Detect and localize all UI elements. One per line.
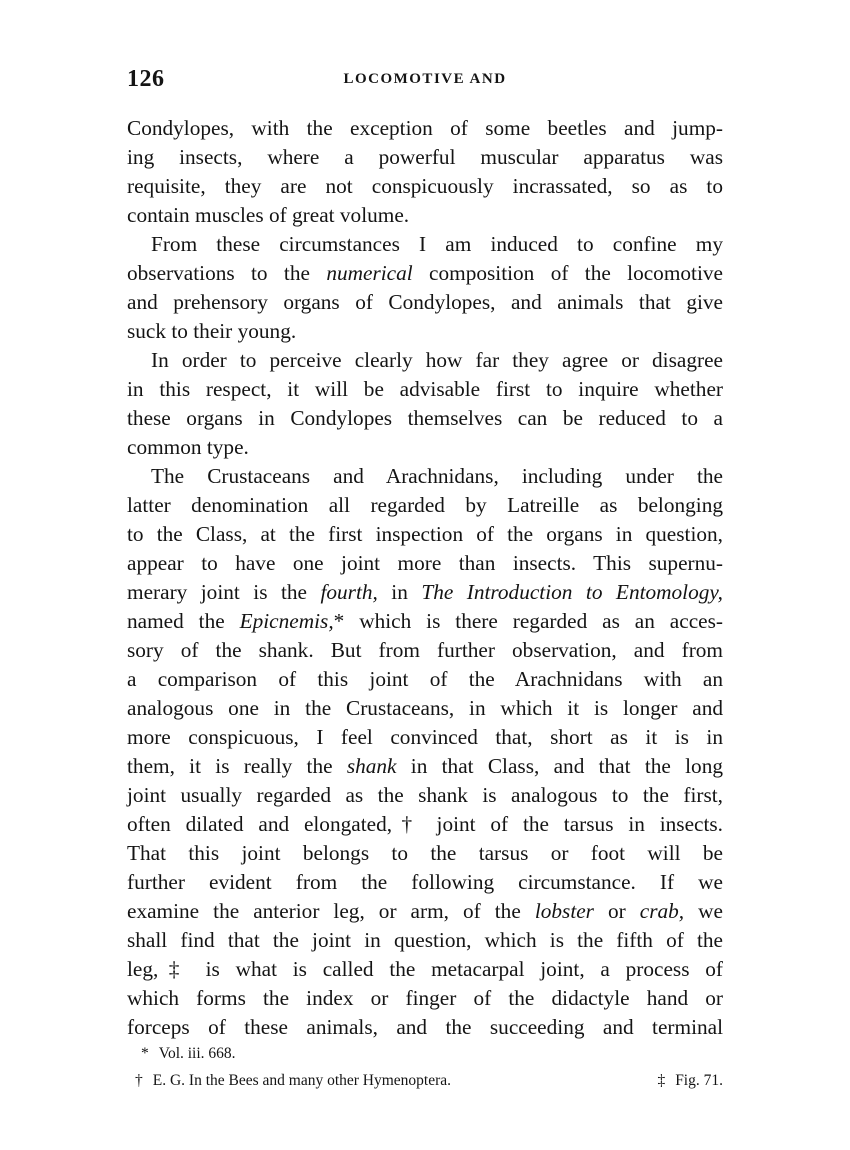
- text-line: contain muscles of great volume.: [127, 203, 410, 227]
- text-line: common type.: [127, 435, 249, 459]
- text-line: leg,‡ is what is called the metacarpal joint, a process of: [127, 957, 723, 981]
- footnotes: [127, 1040, 723, 1094]
- text-line: joint usually regarded as the shank is analogous to the first,: [127, 783, 723, 807]
- text-line: In order to perceive clearly how far they agree or disagree: [151, 348, 723, 372]
- footnote-right: [657, 1067, 723, 1094]
- text-line: a comparison of this joint of the Arachnidans with an: [127, 667, 723, 691]
- italic-term: crab,: [639, 899, 685, 923]
- footnote: [127, 1067, 723, 1094]
- text-line: them, it is really the shank in that Class, and that the long: [127, 754, 723, 778]
- text-line: The Crustaceans and Arachnidans, including under the: [151, 464, 723, 488]
- text-line: further evident from the following circumstance. If we: [127, 870, 723, 894]
- text-line: often dilated and elongated,† joint of the tarsus in insects.: [127, 812, 723, 836]
- text-line: ing insects, where a powerful muscular apparatus was: [127, 145, 723, 169]
- page-number: 126: [127, 66, 165, 92]
- text-line: Condylopes, with the exception of some beetles and jump-: [127, 116, 723, 140]
- footnote-text: E. G. In the Bees and many other Hymenoptera.: [152, 1072, 452, 1089]
- text-line: forceps of these animals, and the succeeding and terminal: [127, 1015, 723, 1039]
- text-line: sory of the shank. But from further observation, and from: [127, 638, 723, 662]
- text-line: appear to have one joint more than insects. This supernu-: [127, 551, 723, 575]
- text-line: in this respect, it will be advisable first to inquire whether: [127, 377, 723, 401]
- footnote-mark: †: [135, 1072, 143, 1089]
- italic-term: shank: [346, 754, 397, 778]
- footnote-mark: *: [141, 1045, 149, 1062]
- text-line: That this joint belongs to the tarsus or foot will be: [127, 841, 723, 865]
- text-line: observations to the numerical composition of the locomotive: [127, 261, 723, 285]
- running-head: LOCOMOTIVE AND: [343, 71, 507, 87]
- page-header: [127, 66, 723, 98]
- text-line: merary joint is the fourth, in The Introduction to Entomology,: [127, 580, 723, 604]
- text-line: shall find that the joint in question, which is the fifth of the: [127, 928, 723, 952]
- body-text: [127, 114, 723, 1042]
- italic-term: numerical: [326, 261, 413, 285]
- text-line: From these circumstances I am induced to confine my: [151, 232, 723, 256]
- text-line: analogous one in the Crustaceans, in which it is longer and: [127, 696, 723, 720]
- text-line: latter denomination all regarded by Latreille as belonging: [127, 493, 723, 517]
- footnote-text: Fig. 71.: [675, 1072, 723, 1089]
- text-line: which forms the index or finger of the didactyle hand or: [127, 986, 723, 1010]
- italic-term: fourth,: [320, 580, 378, 604]
- footnote-mark: ‡: [657, 1072, 666, 1089]
- text-line: requisite, they are not conspicuously incrassated, so as to: [127, 174, 723, 198]
- text-line: suck to their young.: [127, 319, 297, 343]
- text-line: and prehensory organs of Condylopes, and animals that give: [127, 290, 723, 314]
- footnote: [127, 1040, 723, 1067]
- text-line: to the Class, at the first inspection of the organs in question,: [127, 522, 723, 546]
- text-line: these organs in Condylopes themselves can be reduced to a: [127, 406, 723, 430]
- footnote-text: Vol. iii. 668.: [158, 1045, 236, 1062]
- italic-term: Epicnemis,: [239, 609, 334, 633]
- book-title: The Introduction to Entomology,: [421, 580, 723, 604]
- text-line: examine the anterior leg, or arm, of the lobster or crab, we: [127, 899, 723, 923]
- text-line: more conspicuous, I feel convinced that, short as it is in: [127, 725, 723, 749]
- text-line: named the Epicnemis,* which is there regarded as an acces-: [127, 609, 723, 633]
- italic-term: lobster: [534, 899, 594, 923]
